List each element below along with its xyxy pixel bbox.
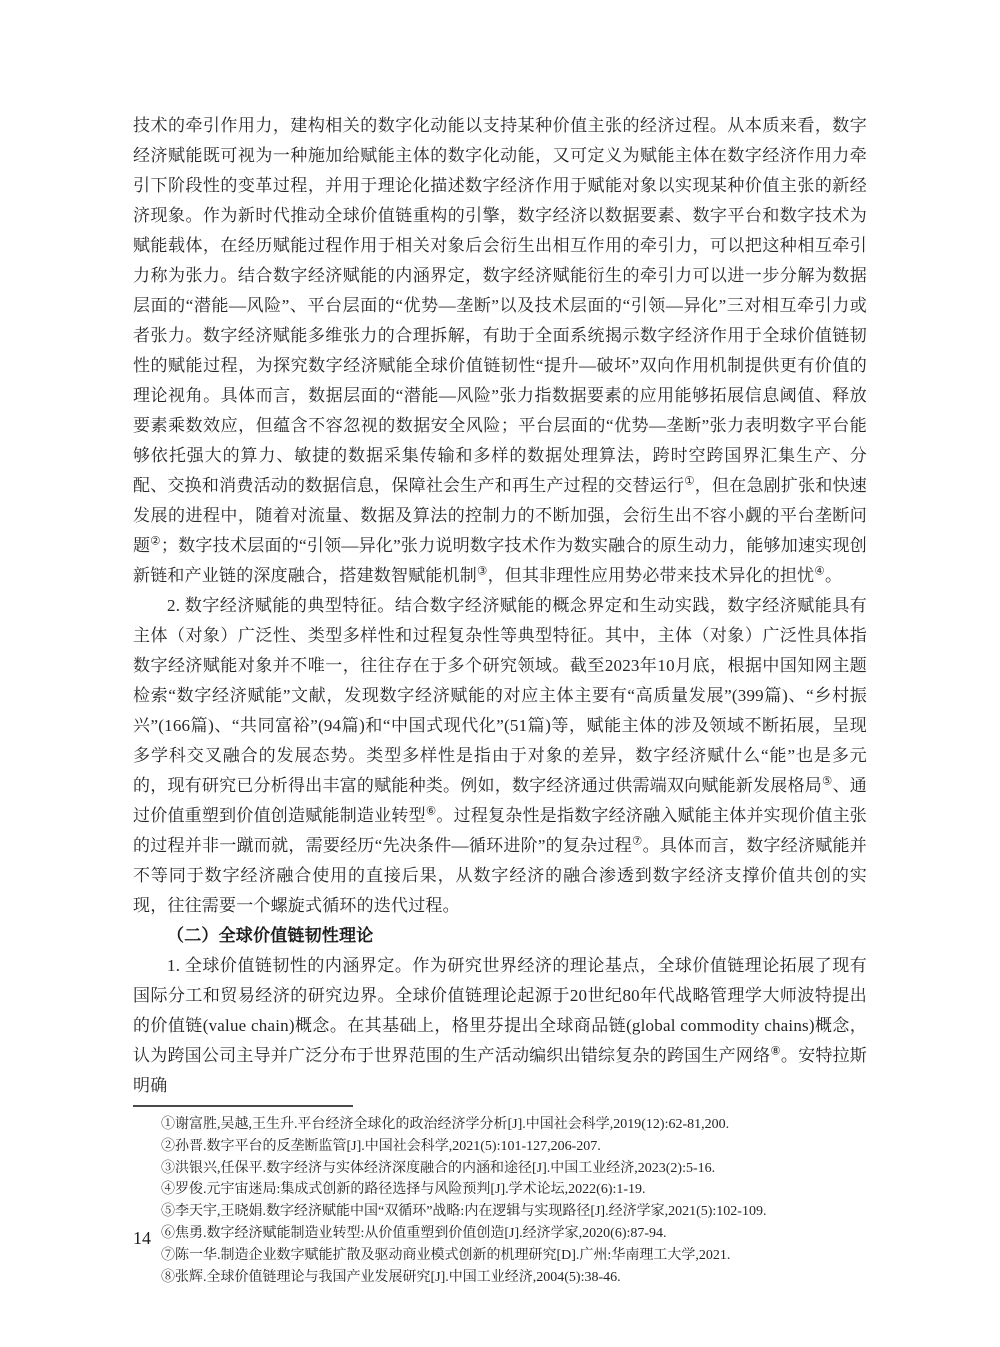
section-heading: （二）全球价值链韧性理论	[167, 926, 374, 945]
page-content	[133, 111, 867, 1288]
footnote-2: ②孙晋.数字平台的反垄断监管[J].中国社会科学,2021(5):101-127,206-207.	[161, 1138, 601, 1154]
footnotes-block	[133, 1105, 867, 1288]
footnote-8: ⑧张辉.全球价值链理论与我国产业发展研究[J].中国工业经济,2004(5):38-46.	[161, 1269, 621, 1285]
footnote-divider	[133, 1105, 353, 1107]
footnote-5: ⑤李天宇,王晓娟.数字经济赋能中国“双循环”战略:内在逻辑与实现路径[J].经济学家,2021(5):102-109.	[161, 1204, 767, 1220]
body-paragraph-characteristics: 2. 数字经济赋能的典型特征。结合数字经济赋能的概念界定和生动实践，数字经济赋能具有主体（对象）广泛性、类型多样性和过程复杂性等典型特征。其中，主体（对象）广泛性具体指数字经济赋能对象并不唯一，往往存在于多个研究领域。截至2023年10月底，根据中国知网主题检索“数字经济赋能”文献，发现数字经济赋能的对应主体主要有“高质量发展”(399篇)、“乡村振兴”(166篇)、“共同富裕”(94篇)和“中国式现代化”(51篇)等，赋能主体的涉及领域不断拓展，呈现多学科交叉融合的发展态势。类型多样性是指由于对象的差异，数字经济赋什么“能”也是多元的，现有研究已分析得出丰富的赋能种类。例如，数字经济通过供需端双向赋能新发展格局⑤、通过价值重塑到价值创造赋能制造业转型⑥。过程复杂性是指数字经济融入赋能主体并实现价值主张的过程并非一蹴而就，需要经历“先决条件—循环进阶”的复杂过程⑦。具体而言，数字经济赋能并不等同于数字经济融合使用的直接后果，从数字经济的融合渗透到数字经济支撑价值共创的实现，往往需要一个螺旋式循环的迭代过程。	[133, 596, 867, 915]
footnote-7: ⑦陈一华.制造企业数字赋能扩散及驱动商业模式创新的机理研究[D].广州:华南理工大学,2021.	[161, 1247, 731, 1263]
body-paragraph-gvc-theory: 1. 全球价值链韧性的内涵界定。作为研究世界经济的理论基点，全球价值链理论拓展了现有国际分工和贸易经济的研究边界。全球价值链理论起源于20世纪80年代战略管理学大师波特提出的价值链(value chain)概念。在其基础上，格里芬提出全球商品链(global commodity chains)概念，认为跨国公司主导并广泛分布于世界范围的生产活动编织出错综复杂的跨国生产网络⑧。安特拉斯明确	[133, 956, 867, 1095]
footnote-1: ①谢富胜,吴越,王生升.平台经济全球化的政治经济学分析[J].中国社会科学,2019(12):62-81,200.	[161, 1117, 730, 1132]
footnote-3: ③洪银兴,任保平.数字经济与实体经济深度融合的内涵和途径[J].中国工业经济,2023(2):5-16.	[161, 1160, 716, 1176]
body-paragraph-tension: 技术的牵引作用力，建构相关的数字化动能以支持某种价值主张的经济过程。从本质来看，数字经济赋能既可视为一种施加给赋能主体的数字化动能，又可定义为赋能主体在数字经济作用力牵引下阶段性的变革过程，并用于理论化描述数字经济作用于赋能对象以实现某种价值主张的新经济现象。作为新时代推动全球价值链重构的引擎，数字经济以数据要素、数字平台和数字技术为赋能载体，在经历赋能过程作用于相关对象后会衍生出相互作用的牵引力，可以把这种相互牵引力称为张力。结合数字经济赋能的内涵界定，数字经济赋能衍生的牵引力可以进一步分解为数据层面的“潜能—风险”、平台层面的“优势—垄断”以及技术层面的“引领—异化”三对相互牵引力或者张力。数字经济赋能多维张力的合理拆解，有助于全面系统揭示数字经济作用于全球价值链韧性的赋能过程，为探究数字经济赋能全球价值链韧性“提升—破坏”双向作用机制提供更有价值的理论视角。具体而言，数据层面的“潜能—风险”张力指数据要素的应用能够拓展信息阈值、释放要素乘数效应，但蕴含不容忽视的数据安全风险；平台层面的“优势—垄断”张力表明数字平台能够依托强大的算力、敏捷的数据采集传输和多样的数据处理算法，跨时空跨国界汇集生产、分配、交换和消费活动的数据信息，保障社会生产和再生产过程的交替运行①，但在急剧扩张和快速发展的进程中，随着对流量、数据及算法的控制力的不断加强，会衍生出不容小觑的平台垄断问题②；数字技术层面的“引领—异化”张力说明数字技术作为数实融合的原生动力，能够加速实现创新链和产业链的深度融合，搭建数智赋能机制③，但其非理性应用势必带来技术异化的担忧④。	[133, 116, 867, 585]
footnote-6: ⑥焦勇.数字经济赋能制造业转型:从价值重塑到价值创造[J].经济学家,2020(6):87-94.	[161, 1225, 667, 1241]
footnote-4: ④罗俊.元宇宙迷局:集成式创新的路径选择与风险预判[J].学术论坛,2022(6):1-19.	[161, 1182, 646, 1198]
page-number: 14	[133, 1228, 151, 1248]
